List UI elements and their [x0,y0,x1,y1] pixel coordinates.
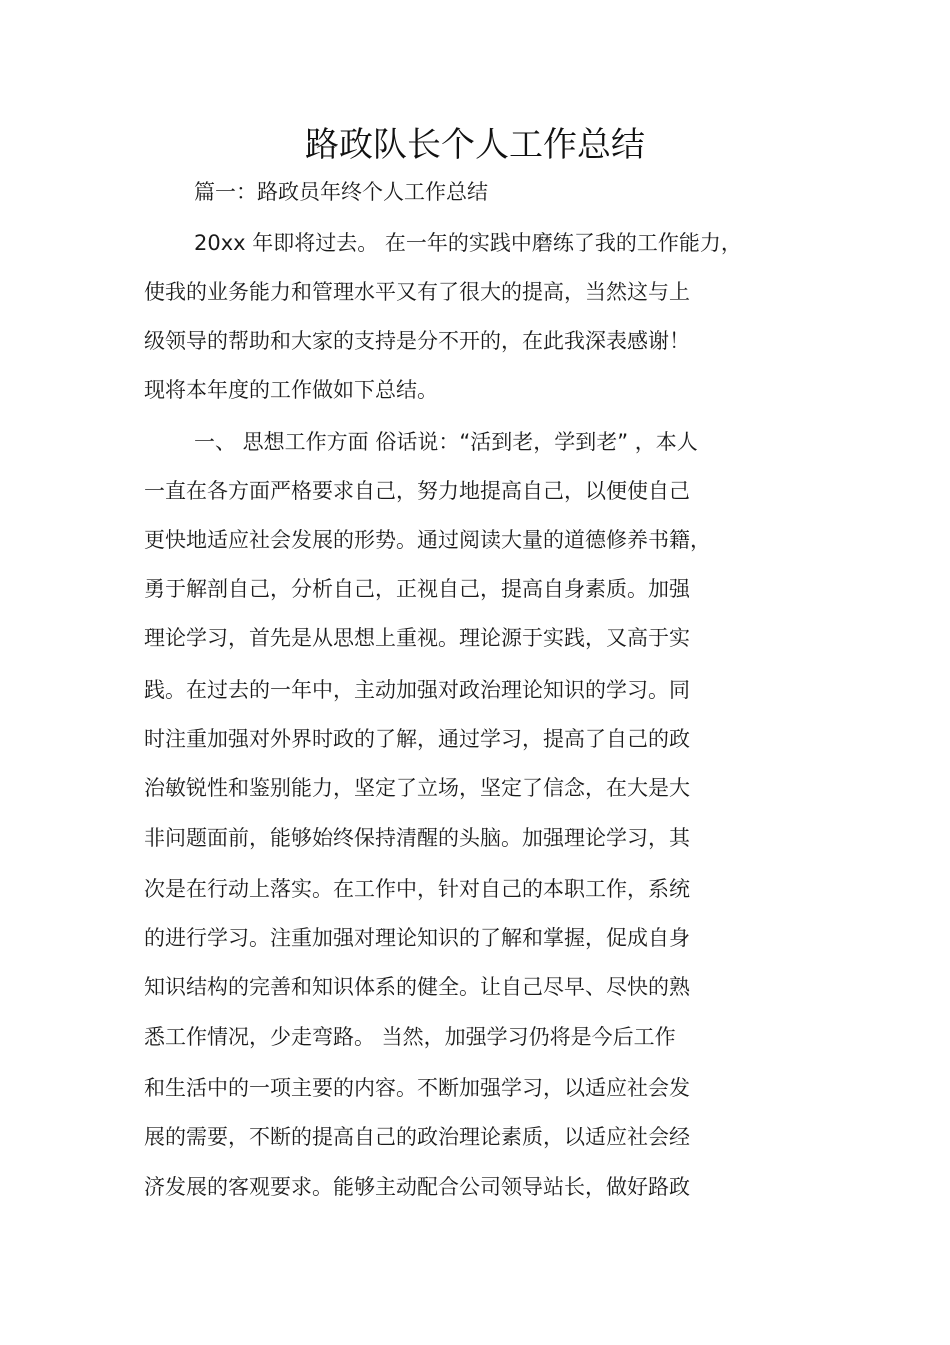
paragraph-line: 非问题面前，能够始终保持清醒的头脑。加强理论学习，其 [144,826,690,850]
paragraph-line: 理论学习，首先是从思想上重视。理论源于实践，又高于实 [144,626,690,650]
paragraph-line: 次是在行动上落实。在工作中，针对自己的本职工作，系统 [144,877,690,901]
paragraph-line: 的进行学习。注重加强对理论知识的了解和掌握，促成自身 [144,926,690,950]
paragraph-line: 治敏锐性和鉴别能力，坚定了立场，坚定了信念，在大是大 [144,776,690,800]
paragraph-line: 时注重加强对外界时政的了解，通过学习，提高了自己的政 [144,727,690,751]
paragraph-line: 勇于解剖自己，分析自己，正视自己，提高自身素质。加强 [144,577,690,601]
paragraph-line: 践。在过去的一年中，主动加强对政治理论知识的学习。同 [144,678,690,702]
paragraph-line: 使我的业务能力和管理水平又有了很大的提高，当然这与上 [144,280,690,304]
paragraph-line: 展的需要，不断的提高自己的政治理论素质，以适应社会经 [144,1125,690,1149]
document-title: 路政队长个人工作总结 [305,125,645,165]
paragraph-line: 济发展的客观要求。能够主动配合公司领导站长，做好路政 [144,1175,690,1199]
paragraph-line: 悉工作情况，少走弯路。 当然，加强学习仍将是今后工作 [144,1025,676,1049]
paragraph-line: 和生活中的一项主要的内容。不断加强学习，以适应社会发 [144,1076,690,1100]
paragraph-line: 一直在各方面严格要求自己，努力地提高自己，以便使自己 [144,479,690,503]
paragraph-line: 更快地适应社会发展的形势。通过阅读大量的道德修养书籍， [144,528,711,552]
paragraph-line: 20xx 年即将过去。 在一年的实践中磨练了我的工作能力， [194,231,742,255]
document-subtitle: 篇一：路政员年终个人工作总结 [194,180,488,204]
paragraph-line: 知识结构的完善和知识体系的健全。让自己尽早、尽快的熟 [144,975,690,999]
paragraph-line: 现将本年度的工作做如下总结。 [144,378,438,402]
paragraph-line: 一、 思想工作方面 俗话说：“活到老，学到老” ，本人 [194,430,698,454]
paragraph-line: 级领导的帮助和大家的支持是分不开的，在此我深表感谢！ [144,329,690,353]
